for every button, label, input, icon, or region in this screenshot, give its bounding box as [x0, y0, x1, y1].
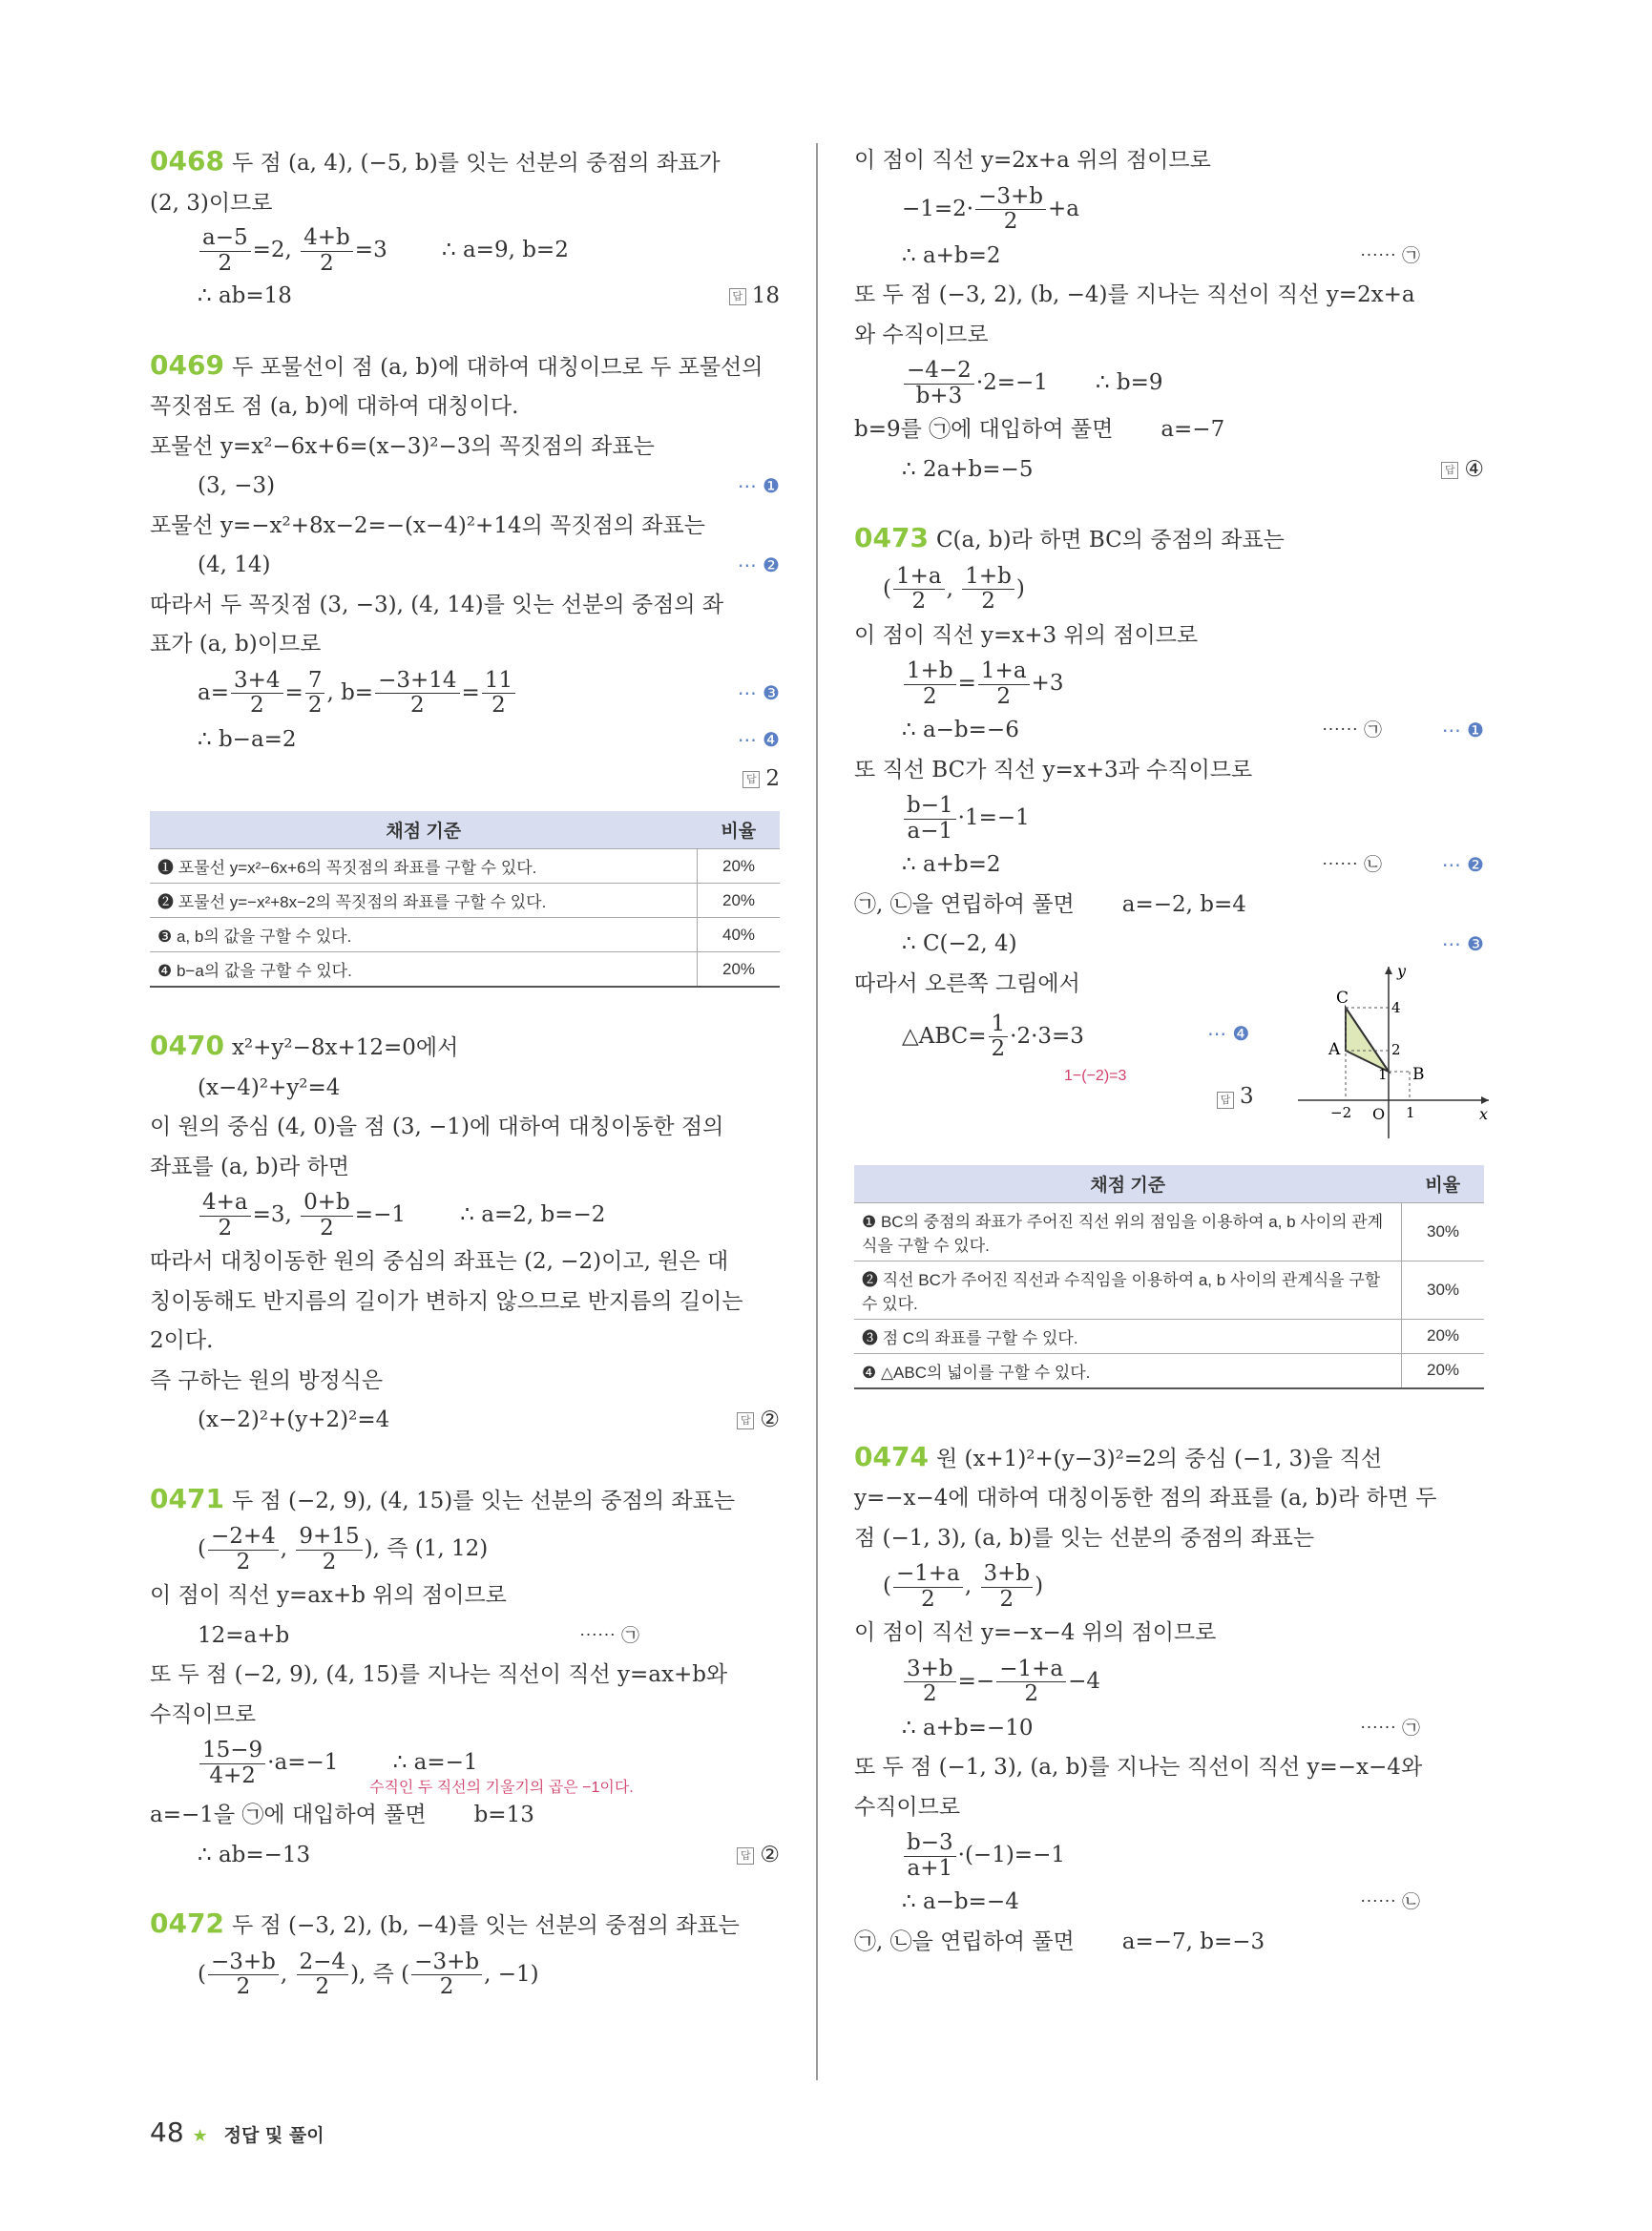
text-line: 또 직선 BC가 직선 y=x+3과 수직이므로	[854, 757, 1253, 782]
text-line: 수직이므로	[854, 1794, 961, 1820]
text-line: 2이다.	[150, 1328, 214, 1353]
page-footer	[150, 2116, 324, 2148]
text-line: 또 두 점 (−1, 3), (a, b)를 지나는 직선이 직선 y=−x−4와	[854, 1755, 1423, 1780]
annotation-note: 1−(−2)=3	[1064, 1067, 1127, 1084]
table-row: ❷ 포물선 y=−x²+8x−2의 꼭짓점의 좌표를 구할 수 있다. 20%	[150, 884, 780, 918]
step-marker: ⋯ ❷	[1441, 853, 1484, 876]
answer-icon: 답	[1441, 462, 1458, 479]
text-line: 꼭짓점도 점 (a, b)에 대하여 대칭이다.	[150, 394, 519, 419]
table-row: ❷ 직선 BC가 주어진 직선과 수직임을 이용하여 a, b 사이의 관계식을 구할 수 있다. 30%	[854, 1261, 1484, 1319]
text-line: 또 두 점 (−3, 2), (b, −4)를 지나는 직선이 직선 y=2x+a	[854, 282, 1415, 307]
problem-0468: 0468 두 점 (a, 4), (−5, b)를 잇는 선분의 중점의 좌표가 (2, 3)이므로 $\frac{a-5}{2}$ =2, $\frac{4+b}{2}$ =3 ∴ a=9, b=2 ∴ ab=18 답 18	[150, 141, 780, 317]
page-number: 48	[150, 2116, 184, 2148]
answer-icon: 답	[737, 1412, 754, 1429]
step-marker: ⋯ ❹	[737, 727, 780, 751]
point-label-c: C	[1336, 988, 1349, 1008]
problem-0470: 0470 x²+y²−8x+12=0에서 (x−4)²+y²=4 이 원의 중심 (4, 0)을 점 (3, −1)에 대하여 대칭이동한 점의 좌표를 (a, b)라 하면 $\frac{4+a}{2}$ =3, $\frac{0+b}{2}$ =−1 ∴ a=2, b=−2 따라서 대칭이동한 원의 중심의 좌표는 (2, −2)이고, 원은 대 칭이동해도 반지름의 길이가 변하지 않으므로 반지름의 길이는 2이다. 즉 구하는 원의 방정식은 (x−2)²+(y+2)²=4 답 ②	[150, 1026, 780, 1441]
answer: 답 2	[742, 760, 780, 800]
text-line: 점 (−1, 3), (a, b)를 잇는 선분의 중점의 좌표는	[854, 1525, 1315, 1551]
problem-number: 0472	[150, 1908, 224, 1939]
text-line: (x−4)²+y²=4	[198, 1074, 341, 1100]
problem-0471: 0471 두 점 (−2, 9), (4, 15)를 잇는 선분의 중점의 좌표는 ( $\frac{-2+4}{2}$ , $\frac{9+15}{2}$ ), 즉 (1, 12) 이 점이 직선 y=ax+b 위의 점이므로 12=a+b ⋯⋯ ㉠ 또 두 점 (−2, 9), (4, 15)를 지나는 직선이 직선 y=ax+b와 수직이므로 $\frac{15-9}{4+2}$ ·a=−1 ∴ a=−1 수직인 두 직선의 기울기의 곱은 −1이다. a=−1을 ㉠에 대입하여 풀면 b=13 ∴ ab=−13 답 ②	[150, 1479, 780, 1876]
right-column	[854, 141, 1489, 1962]
tick-label: −2	[1330, 1103, 1352, 1121]
step-marker: ⋯ ❶	[1441, 719, 1484, 741]
problem-0472: 0472 두 점 (−3, 2), (b, −4)를 잇는 선분의 중점의 좌표는 ( $\frac{-3+b}{2}$ , $\frac{2-4}{2}$ ), 즉 ( $\frac{-3+b}{2}$ , −1)	[150, 1908, 740, 1999]
text-line: 따라서 두 꼭짓점 (3, −3), (4, 14)를 잇는 선분의 중점의 좌	[150, 592, 724, 617]
triangle-graph	[1288, 955, 1498, 1146]
step-marker: ⋯ ❷	[737, 553, 780, 576]
problem-number: 0470	[150, 1030, 224, 1061]
answer-icon: 답	[729, 288, 746, 305]
table-row: ❶ BC의 중점의 좌표가 주어진 직선 위의 점임을 이용하여 a, b 사이의 관계식을 구할 수 있다. 30%	[854, 1202, 1484, 1261]
text-line: (2, 3)이므로	[150, 190, 273, 216]
text-line: 이 원의 중심 (4, 0)을 점 (3, −1)에 대하여 대칭이동한 점의	[150, 1115, 724, 1139]
text-line: 이 점이 직선 y=x+3 위의 점이므로	[854, 622, 1199, 648]
text-line: 이 점이 직선 y=2x+a 위의 점이므로	[854, 148, 1211, 173]
answer: 답 ④	[1441, 450, 1484, 490]
table-row: ❹ b−a의 값을 구할 수 있다. 20%	[150, 952, 780, 988]
text-line: y=−x−4에 대하여 대칭이동한 점의 좌표를 (a, b)라 하면 두	[854, 1486, 1437, 1511]
problem-number: 0473	[854, 522, 929, 553]
text-line: 와 수직이므로	[854, 322, 989, 347]
answer-icon: 답	[737, 1847, 754, 1865]
annotation-note: 수직인 두 직선의 기울기의 곱은 −1이다.	[369, 1780, 634, 1796]
text-line: 이 점이 직선 y=ax+b 위의 점이므로	[150, 1583, 507, 1608]
table-row: ❶ 포물선 y=x²−6x+6의 꼭짓점의 좌표를 구할 수 있다. 20%	[150, 849, 780, 884]
text-line: 또 두 점 (−2, 9), (4, 15)를 지나는 직선이 직선 y=ax+b와	[150, 1662, 728, 1687]
answer-icon: 답	[742, 771, 760, 788]
point-label-a: A	[1328, 1039, 1341, 1059]
problem-number: 0468	[150, 145, 224, 177]
grading-table: 채점 기준 비율 ❶ 포물선 y=x²−6x+6의 꼭짓점의 좌표를 구할 수 있다. 20% ❷ 포물선 y=−x²+8x−2의 꼭짓점의 좌표를 구할 수 있다. 20% ❸ a, b의 값을 구할 수 있다. 40% ❹ b−a의 값을 구할 수 있다. 20%	[150, 811, 780, 988]
text-line: 포물선 y=x²−6x+6=(x−3)²−3의 꼭짓점의 좌표는	[150, 433, 655, 459]
step-marker: ⋯ ❸	[737, 680, 780, 704]
fraction: $\frac{4+b}{2}$	[301, 226, 353, 276]
point-label-b: B	[1412, 1064, 1425, 1084]
star-icon: ★	[192, 2126, 208, 2146]
table-row: ❹ △ABC의 넓이를 구할 수 있다. 20%	[854, 1353, 1484, 1388]
problem-0473: 0473 C(a, b)라 하면 BC의 중점의 좌표는 ( $\frac{1+a}{2}$ , $\frac{1+b}{2}$ ) 이 점이 직선 y=x+3 위의 점이므로 $\frac{1+b}{2}$ = $\frac{1+a}{2}$ +3 ∴ a−b=−6 ⋯⋯ ㉠ ⋯ ❶ 또 직선 BC가 직선 y=x+3과 수직이므로 $\frac{b-1}{a-1}$ ·1=−1 ∴ a+b=2 ⋯⋯ ㉡ ⋯ ❷ ㉠, ㉡을 연립하여 풀면 a=−2, b=4 ∴ C(−2, 4) ⋯ ❸ 따라서 오른쪽 그림에서 △ABC= $\frac{1}{2}$ ·2·3=3 1−(−2)=3 ⋯ ❹ 답 3 y x O C A B 4 2 1 −2 1 채점 기준 비율 ❶ BC의 중점의 좌표가 주어진 직선 위의 점임을 이용하여 a, b 사이의 관계식을 구할 수 있다. 30% ❷ 직선 BC가 주어진 직선과 수직임을 이용하여 a, b 사이의 관계식을 구할 수 있다. 30% ❸ 점 C의 좌표를 구할 수 있다. 20% ❹ △ABC의 넓이를 구할 수 있다. 20%	[854, 518, 1484, 1389]
step-marker: ⋯ ❶	[737, 474, 780, 497]
text-line: 표가 (a, b)이므로	[150, 632, 322, 657]
text-line: 포물선 y=−x²+8x−2=−(x−4)²+14의 꼭짓점의 좌표는	[150, 512, 705, 538]
problem-0472-continued: 이 점이 직선 y=2x+a 위의 점이므로 −1=2· $\frac{-3+b}{2}$ +a ∴ a+b=2 ⋯⋯ ㉠ 또 두 점 (−3, 2), (b, −4)를 지나는 직선이 직선 y=2x+a 와 수직이므로 $\frac{-4-2}{b+3}$ ·2=−1 ∴ b=9 b=9를 ㉠에 대입하여 풀면 a=−7 ∴ 2a+b=−5 답 ④	[854, 141, 1484, 490]
tick-label: 1	[1378, 1065, 1388, 1083]
problem-0469: 0469 두 포물선이 점 (a, b)에 대하여 대칭이므로 두 포물선의 꼭짓점도 점 (a, b)에 대하여 대칭이다. 포물선 y=x²−6x+6=(x−3)²−3의 꼭짓점의 좌표는 (3, −3) ⋯ ❶ 포물선 y=−x²+8x−2=−(x−4)²+14의 꼭짓점의 좌표는 (4, 14) ⋯ ❷ 따라서 두 꼭짓점 (3, −3), (4, 14)를 잇는 선분의 중점의 좌 표가 (a, b)이므로 a= $\frac{3+4}{2}$ = $\frac{7}{2}$ , b= $\frac{-3+14}{2}$ = $\frac{11}{2}$ ⋯ ❸ ∴ b−a=2 ⋯ ❹ 답 2 채점 기준 비율 ❶ 포물선 y=x²−6x+6의 꼭짓점의 좌표를 구할 수 있다. 20% ❷ 포물선 y=−x²+8x−2의 꼭짓점의 좌표를 구할 수 있다. 20% ❸ a, b의 값을 구할 수 있다. 40% ❹ b−a의 값을 구할 수 있다. 20%	[150, 345, 780, 989]
grading-table: 채점 기준 비율 ❶ BC의 중점의 좌표가 주어진 직선 위의 점임을 이용하여 a, b 사이의 관계식을 구할 수 있다. 30% ❷ 직선 BC가 주어진 직선과 수직임을 이용하여 a, b 사이의 관계식을 구할 수 있다. 30% ❸ 점 C의 좌표를 구할 수 있다. 20% ❹ △ABC의 넓이를 구할 수 있다. 20%	[854, 1165, 1484, 1389]
answer: 답 18	[729, 277, 780, 317]
answer: 답 ②	[737, 1401, 780, 1441]
footer-title: 정답 및 풀이	[223, 2125, 324, 2146]
text-line: 좌표를 (a, b)라 하면	[150, 1154, 349, 1179]
text-line: 따라서 대칭이동한 원의 중심의 좌표는 (2, −2)이고, 원은 대	[150, 1249, 729, 1274]
text-line: 두 점 (a, 4), (−5, b)를 잇는 선분의 중점의 좌표가	[231, 151, 721, 176]
fraction: $\frac{a-5}{2}$	[199, 226, 251, 276]
tick-label: 2	[1391, 1040, 1401, 1058]
area-block: 따라서 오른쪽 그림에서 △ABC= $\frac{1}{2}$ ·2·3=3 1−(−2)=3 ⋯ ❹ 답 3 y x O C A B 4 2 1 −2 1	[854, 965, 1484, 1127]
text-line: 이 점이 직선 y=−x−4 위의 점이므로	[854, 1620, 1217, 1645]
answer: 답 3	[1217, 1084, 1254, 1109]
problem-0474: 0474 원 (x+1)²+(y−3)²=2의 중심 (−1, 3)을 직선 y=−x−4에 대하여 대칭이동한 점의 좌표를 (a, b)라 하면 두 점 (−1, 3), (a, b)를 잇는 선분의 중점의 좌표는 ( $\frac{-1+a}{2}$ , $\frac{3+b}{2}$ ) 이 점이 직선 y=−x−4 위의 점이므로 $\frac{3+b}{2}$ =− $\frac{-1+a}{2}$ −4 ∴ a+b=−10 ⋯⋯ ㉠ 또 두 점 (−1, 3), (a, b)를 지나는 직선이 직선 y=−x−4와 수직이므로 $\frac{b-3}{a+1}$ ·(−1)=−1 ∴ a−b=−4 ⋯⋯ ㉡ ㉠, ㉡을 연립하여 풀면 a=−7, b=−3	[854, 1437, 1484, 1963]
table-row: ❸ a, b의 값을 구할 수 있다. 40%	[150, 918, 780, 952]
step-marker: ⋯ ❸	[1441, 932, 1484, 955]
problem-number: 0474	[854, 1440, 929, 1472]
axis-label-x: x	[1479, 1104, 1489, 1123]
text-line: 즉 구하는 원의 방정식은	[150, 1367, 384, 1393]
table-row: ❸ 점 C의 좌표를 구할 수 있다. 20%	[854, 1319, 1484, 1353]
left-column	[150, 141, 780, 2002]
origin-label: O	[1372, 1104, 1386, 1123]
tick-label: 4	[1391, 998, 1401, 1016]
column-divider	[816, 143, 818, 2080]
problem-number: 0471	[150, 1482, 224, 1514]
answer: 답 ②	[737, 1836, 780, 1876]
answer-icon: 답	[1217, 1092, 1234, 1109]
text-line: 칭이동해도 반지름의 길이가 변하지 않으므로 반지름의 길이는	[150, 1288, 743, 1314]
tick-label: 1	[1406, 1103, 1415, 1121]
axis-label-y: y	[1397, 961, 1407, 980]
problem-number: 0469	[150, 348, 224, 381]
step-marker: ⋯ ❹	[1207, 1021, 1250, 1045]
text-line: 수직이므로	[150, 1701, 257, 1727]
